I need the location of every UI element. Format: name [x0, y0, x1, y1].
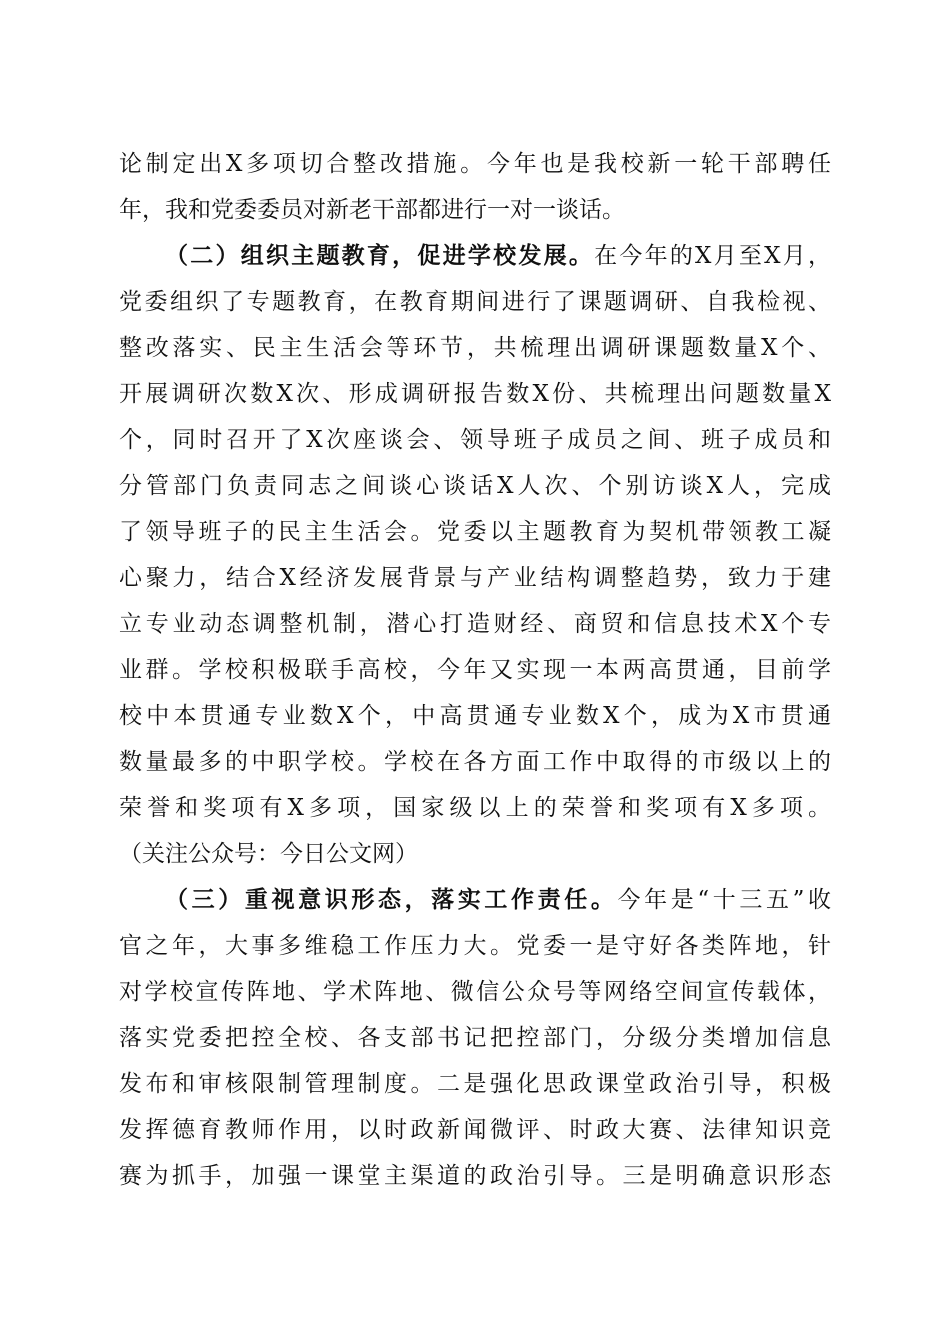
- paragraph-1-line-2: 年，我和党委委员对新老干部都进行一对一谈话。: [119, 197, 625, 223]
- paragraph-2-line: 立专业动态调整机制，潜心打造财经、商贸和信息技术X个专: [119, 611, 831, 637]
- paragraph-3-line: 发挥德育教师作用，以时政新闻微评、时政大赛、法律知识竞: [119, 1117, 831, 1143]
- paragraph-2-line-1: [165, 236, 831, 276]
- paragraph-3-line: 发布和审核限制管理制度。二是强化思政课堂政治引导，积极: [119, 1071, 831, 1097]
- paragraph-2-line: 荣誉和奖项有X多项，国家级以上的荣誉和奖项有X多项。: [119, 795, 831, 821]
- paragraph-2-line: 个，同时召开了X次座谈会、领导班子成员之间、班子成员和: [119, 427, 831, 453]
- paragraph-3-line-1-rest: 今年是“十三五”收: [617, 887, 831, 913]
- paragraph-2-line: 校中本贯通专业数X个，中高贯通专业数X个，成为X市贯通: [119, 703, 831, 729]
- section-heading-2: （二）组织主题教育，促进学校发展。: [165, 242, 595, 269]
- paragraph-2-line: 了领导班子的民主生活会。党委以主题教育为契机带领教工凝: [119, 519, 831, 545]
- paragraph-2-line: 分管部门负责同志之间谈心谈话X人次、个别访谈X人，完成: [119, 473, 831, 499]
- source-note: （关注公众号：今日公文网）: [119, 841, 418, 867]
- paragraph-2-line: 开展调研次数X次、形成调研报告数X份、共梳理出问题数量X: [119, 381, 831, 407]
- paragraph-2-line: 业群。学校积极联手高校，今年又实现一本两高贯通，目前学: [119, 657, 831, 683]
- paragraph-3-line-1: [165, 880, 831, 920]
- section-heading-3: （三）重视意识形态，落实工作责任。: [165, 886, 618, 913]
- paragraph-2-line: 党委组织了专题教育，在教育期间进行了课题调研、自我检视、: [119, 289, 831, 315]
- paragraph-3-line: 落实党委把控全校、各支部书记把控部门，分级分类增加信息: [119, 1025, 831, 1051]
- paragraph-2-line: 心聚力，结合X经济发展背景与产业结构调整趋势，致力于建: [119, 565, 831, 591]
- paragraph-2-line: 数量最多的中职学校。学校在各方面工作中取得的市级以上的: [119, 749, 831, 775]
- paragraph-3-line: 对学校宣传阵地、学术阵地、微信公众号等网络空间宣传载体，: [119, 979, 831, 1005]
- paragraph-1-line-1: 论制定出X多项切合整改措施。今年也是我校新一轮干部聘任: [119, 151, 831, 177]
- paragraph-2-line-1-rest: 在今年的X月至X月，: [594, 243, 832, 269]
- paragraph-2-line: 整改落实、民主生活会等环节，共梳理出调研课题数量X个、: [119, 335, 831, 361]
- paragraph-3-line: 赛为抓手，加强一课堂主渠道的政治引导。三是明确意识形态: [119, 1163, 831, 1189]
- paragraph-3-line: 官之年，大事多维稳工作压力大。党委一是守好各类阵地，针: [119, 933, 831, 959]
